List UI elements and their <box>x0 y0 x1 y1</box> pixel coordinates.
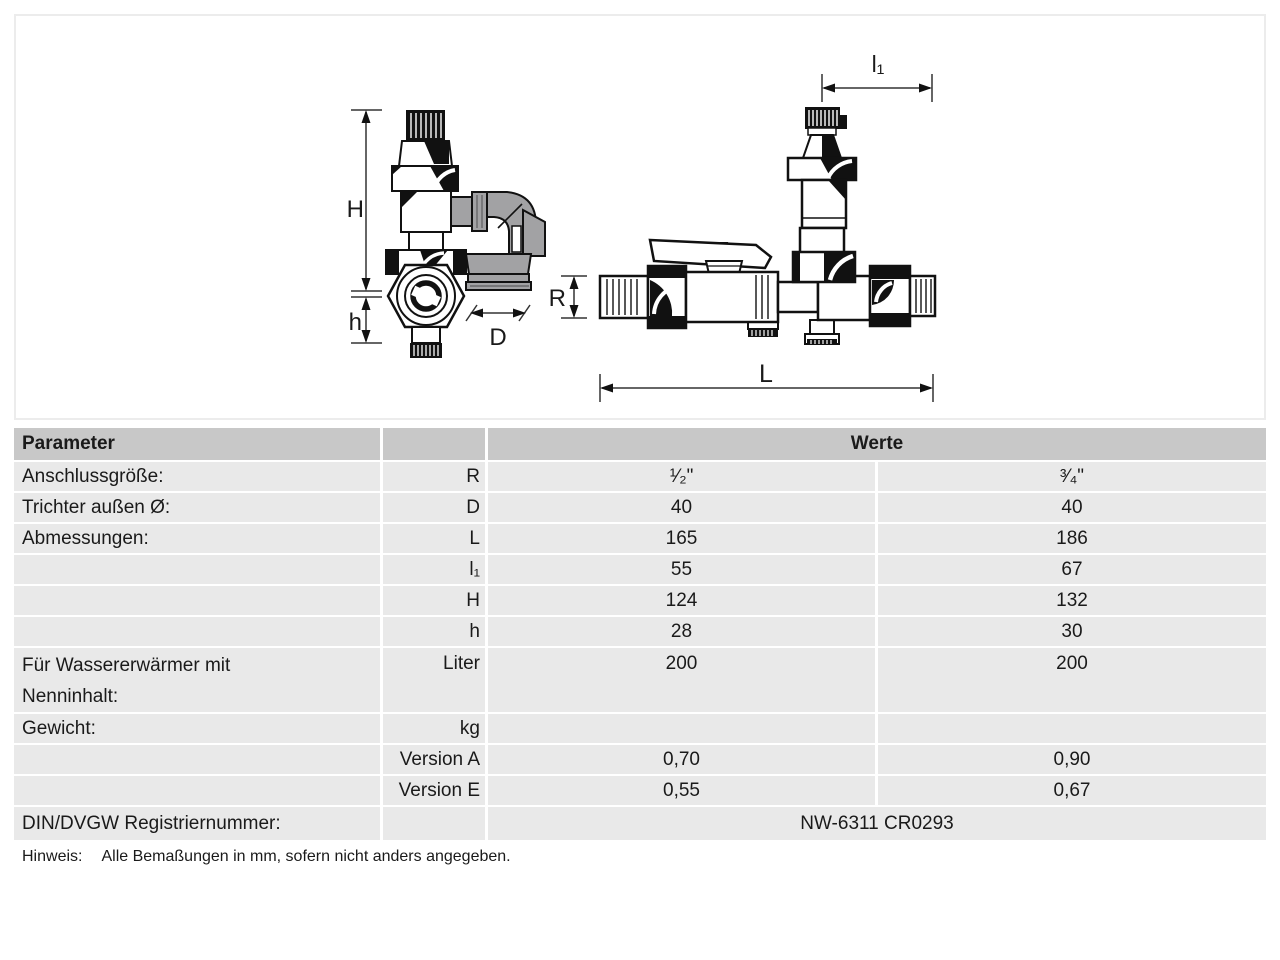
row-nenninhalt-value-1: 200 <box>488 648 875 712</box>
row-version-a-label <box>14 745 380 774</box>
row-version-e-value-1: 0,55 <box>488 776 875 805</box>
row-version-a-symbol: Version A <box>383 745 485 774</box>
row-anschlussgroesse-value-1: ¹⁄₂" <box>488 462 875 491</box>
row-anschlussgroesse-symbol: R <box>383 462 485 491</box>
row-version-e-value-2: 0,67 <box>878 776 1266 805</box>
dimension-R-label: R <box>548 285 566 312</box>
dimension-L <box>600 360 933 402</box>
row-din-dvgw-label: DIN/DVGW Registriernummer: <box>14 807 380 840</box>
footnote <box>22 848 511 866</box>
dimension-D <box>466 305 530 351</box>
row-trichter-value-1: 40 <box>488 493 875 522</box>
dimension-L-label: L <box>759 360 773 388</box>
row-din-dvgw-value: NW-6311 CR0293 <box>488 807 1266 840</box>
row-version-a-value-2: 0,90 <box>878 745 1266 774</box>
row-L-value-2: 186 <box>878 524 1266 553</box>
row-gewicht-label: Gewicht: <box>14 714 380 743</box>
row-nenninhalt-label <box>14 648 380 712</box>
row-gewicht-value-1 <box>488 714 875 743</box>
row-l1-label <box>14 555 380 584</box>
row-nenninhalt-label-line1: Für Wassererwärmer mit <box>22 655 231 676</box>
row-abmessungen-label: Abmessungen: <box>14 524 380 553</box>
row-trichter-symbol: D <box>383 493 485 522</box>
technical-drawing <box>14 14 1266 420</box>
technical-drawing-panel <box>14 14 1266 420</box>
dimension-l1-label: l₁ <box>871 51 885 77</box>
dimension-D-label: D <box>489 324 507 351</box>
row-h-symbol: h <box>383 617 485 646</box>
row-h-label <box>14 617 380 646</box>
row-din-dvgw-spacer <box>383 807 485 840</box>
footnote-text: Alle Bemaßungen in mm, sofern nicht anders angegeben. <box>101 848 511 865</box>
parameter-table <box>14 428 1266 840</box>
dimension-R <box>549 276 587 318</box>
row-gewicht-value-2 <box>878 714 1266 743</box>
row-version-e-symbol: Version E <box>383 776 485 805</box>
row-version-e-label <box>14 776 380 805</box>
row-anschlussgroesse-label: Anschlussgröße: <box>14 462 380 491</box>
dimension-l1 <box>822 51 932 102</box>
row-L-value-1: 165 <box>488 524 875 553</box>
safety-valve-side-view <box>386 110 545 358</box>
row-H-label <box>14 586 380 615</box>
row-nenninhalt-label-line2: Nenninhalt: <box>22 686 119 707</box>
row-nenninhalt-value-2: 200 <box>878 648 1266 712</box>
valve-assembly-front-view <box>600 107 935 345</box>
row-l1-value-1: 55 <box>488 555 875 584</box>
row-trichter-value-2: 40 <box>878 493 1266 522</box>
dimension-H-label: H <box>346 196 364 223</box>
row-L-symbol: L <box>383 524 485 553</box>
footnote-label: Hinweis: <box>22 848 83 865</box>
row-version-a-value-1: 0,70 <box>488 745 875 774</box>
table-header-parameter: Parameter <box>14 428 380 460</box>
dimension-H <box>347 110 382 291</box>
row-H-symbol: H <box>383 586 485 615</box>
row-H-value-2: 132 <box>878 586 1266 615</box>
row-trichter-label: Trichter außen Ø: <box>14 493 380 522</box>
outlet-elbow-and-funnel <box>451 192 545 290</box>
row-nenninhalt-unit: Liter <box>383 648 485 712</box>
row-H-value-1: 124 <box>488 586 875 615</box>
row-h-value-1: 28 <box>488 617 875 646</box>
row-anschlussgroesse-value-2: ³⁄₄" <box>878 462 1266 491</box>
table-header-werte: Werte <box>488 428 1266 460</box>
row-h-value-2: 30 <box>878 617 1266 646</box>
row-l1-symbol: l₁ <box>383 555 485 584</box>
dimension-h <box>349 297 382 343</box>
row-gewicht-unit: kg <box>383 714 485 743</box>
dimension-h-label: h <box>348 309 362 336</box>
row-l1-value-2: 67 <box>878 555 1266 584</box>
table-header-spacer <box>383 428 485 460</box>
